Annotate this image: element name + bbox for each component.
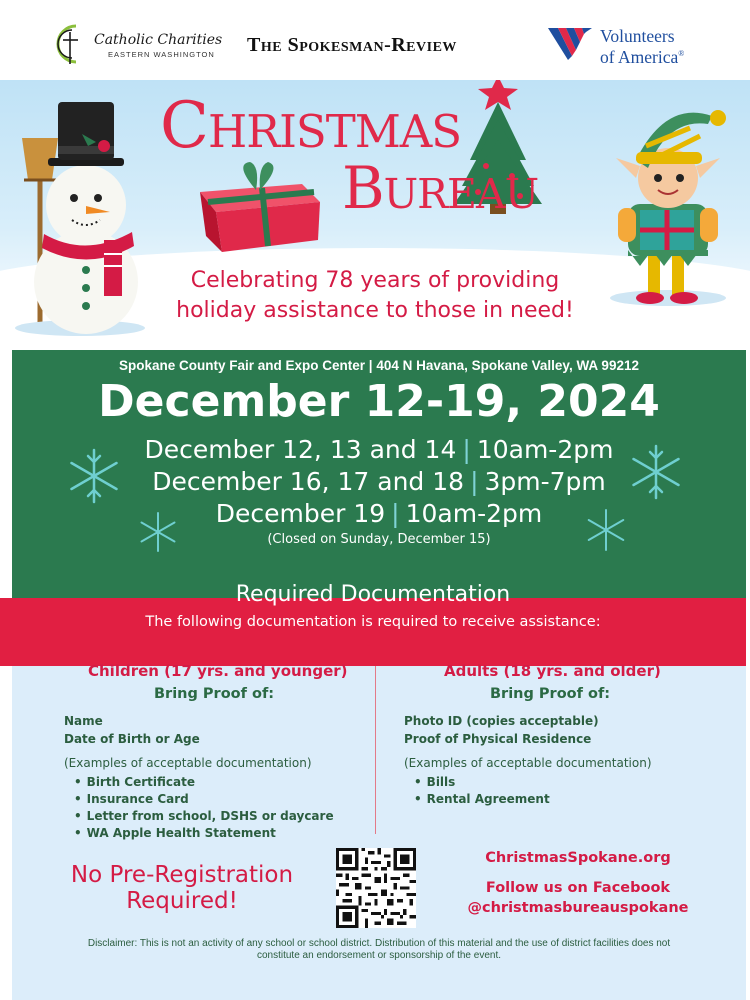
column-divider xyxy=(375,666,376,834)
no-pre-registration-line2: Required! xyxy=(126,888,238,914)
adults-title: Adults (18 yrs. and older) xyxy=(444,662,661,680)
required-documentation-banner xyxy=(0,582,746,666)
tagline-line1: Celebrating 78 years of providing xyxy=(190,268,560,293)
facebook-follow: Follow us on Facebook xyxy=(485,880,671,896)
required-documentation-title: Required Documentation xyxy=(235,582,511,607)
adults-examples-list xyxy=(414,774,550,808)
adults-bring-proof: Bring Proof of: xyxy=(490,686,611,702)
snowflake-icon xyxy=(64,446,124,506)
volunteers-of-america-logo xyxy=(548,24,718,68)
event-date-range: December 12-19, 2024 xyxy=(98,376,660,427)
list-item: • Bills xyxy=(414,774,550,791)
schedule-hours: 10am-2pm xyxy=(405,499,543,528)
no-pre-registration xyxy=(52,862,312,914)
required-field: Name xyxy=(64,714,103,728)
tagline xyxy=(0,266,750,326)
children-bring-proof: Bring Proof of: xyxy=(154,686,275,702)
list-item: • Letter from school, DSHS or daycare xyxy=(74,808,334,825)
voa-wordmark xyxy=(600,27,684,66)
closed-note: (Closed on Sunday, December 15) xyxy=(267,532,491,547)
required-documentation-subtitle: The following documentation is required to receive assistance: xyxy=(145,614,601,630)
voa-line1: Volunteers xyxy=(600,26,675,46)
title-bureau: Bureau xyxy=(342,154,539,222)
schedule-hours: 10am-2pm xyxy=(476,435,614,464)
schedule-days: December 16, 17 and 18 xyxy=(152,467,465,496)
list-item: • Birth Certificate xyxy=(74,774,334,791)
documentation-details xyxy=(12,662,746,1000)
event-details xyxy=(12,350,746,600)
disclaimer: Disclaimer: This is not an activity of any school or school district. Distribution of this material and the use of district facilities does not constitute an endorsement or sponsorship of the event. xyxy=(87,938,671,961)
catholic-charities-mark-icon xyxy=(50,20,88,68)
voa-line2 xyxy=(600,45,684,66)
facebook-handle-link[interactable]: @christmasbureauspokane xyxy=(467,900,689,916)
title-christmas: Christmas xyxy=(160,89,462,163)
logo-bar xyxy=(0,0,750,80)
schedule-separator: | xyxy=(391,499,400,528)
list-item: • WA Apple Health Statement xyxy=(74,825,334,842)
required-field: Date of Birth or Age xyxy=(64,732,200,746)
schedule-separator: | xyxy=(470,467,479,496)
voa-line2-text: of America xyxy=(600,46,679,67)
venue-address: Spokane County Fair and Expo Center | 404 N Havana, Spokane Valley, WA 99212 xyxy=(119,358,639,373)
snowflake-icon xyxy=(136,510,180,554)
schedule-days: December 12, 13 and 14 xyxy=(144,435,457,464)
no-pre-registration-line1: No Pre-Registration xyxy=(70,862,294,888)
schedule-separator: | xyxy=(462,435,471,464)
tagline-line2: holiday assistance to those in need! xyxy=(176,298,574,323)
voa-registered-mark: ® xyxy=(678,49,685,58)
list-item: • Insurance Card xyxy=(74,791,334,808)
spokesman-review-logo: The Spokesman-Review xyxy=(247,34,457,56)
catholic-charities-logo xyxy=(50,20,225,70)
catholic-charities-name: Catholic Charities xyxy=(94,32,223,48)
catholic-charities-subtitle: EASTERN WASHINGTON xyxy=(108,50,215,59)
snowflake-icon xyxy=(582,506,630,554)
children-title: Children (17 yrs. and younger) xyxy=(88,662,348,680)
required-field: Proof of Physical Residence xyxy=(404,732,592,746)
hero-banner xyxy=(0,80,750,348)
voa-chevron-icon xyxy=(548,26,596,62)
schedule-hours: 3pm-7pm xyxy=(484,467,606,496)
children-examples-label: (Examples of acceptable documentation) xyxy=(64,756,312,770)
children-required-fields xyxy=(64,712,200,748)
required-field: Photo ID (copies acceptable) xyxy=(404,714,599,728)
qr-code[interactable] xyxy=(336,848,416,928)
adults-examples-label: (Examples of acceptable documentation) xyxy=(404,756,652,770)
list-item: • Rental Agreement xyxy=(414,791,550,808)
children-examples-list xyxy=(74,774,334,842)
snowflake-icon xyxy=(626,442,686,502)
schedule-days: December 19 xyxy=(215,499,386,528)
gift-box-icon xyxy=(200,162,320,252)
adults-required-fields xyxy=(404,712,599,748)
website-link[interactable]: ChristmasSpokane.org xyxy=(485,850,671,866)
